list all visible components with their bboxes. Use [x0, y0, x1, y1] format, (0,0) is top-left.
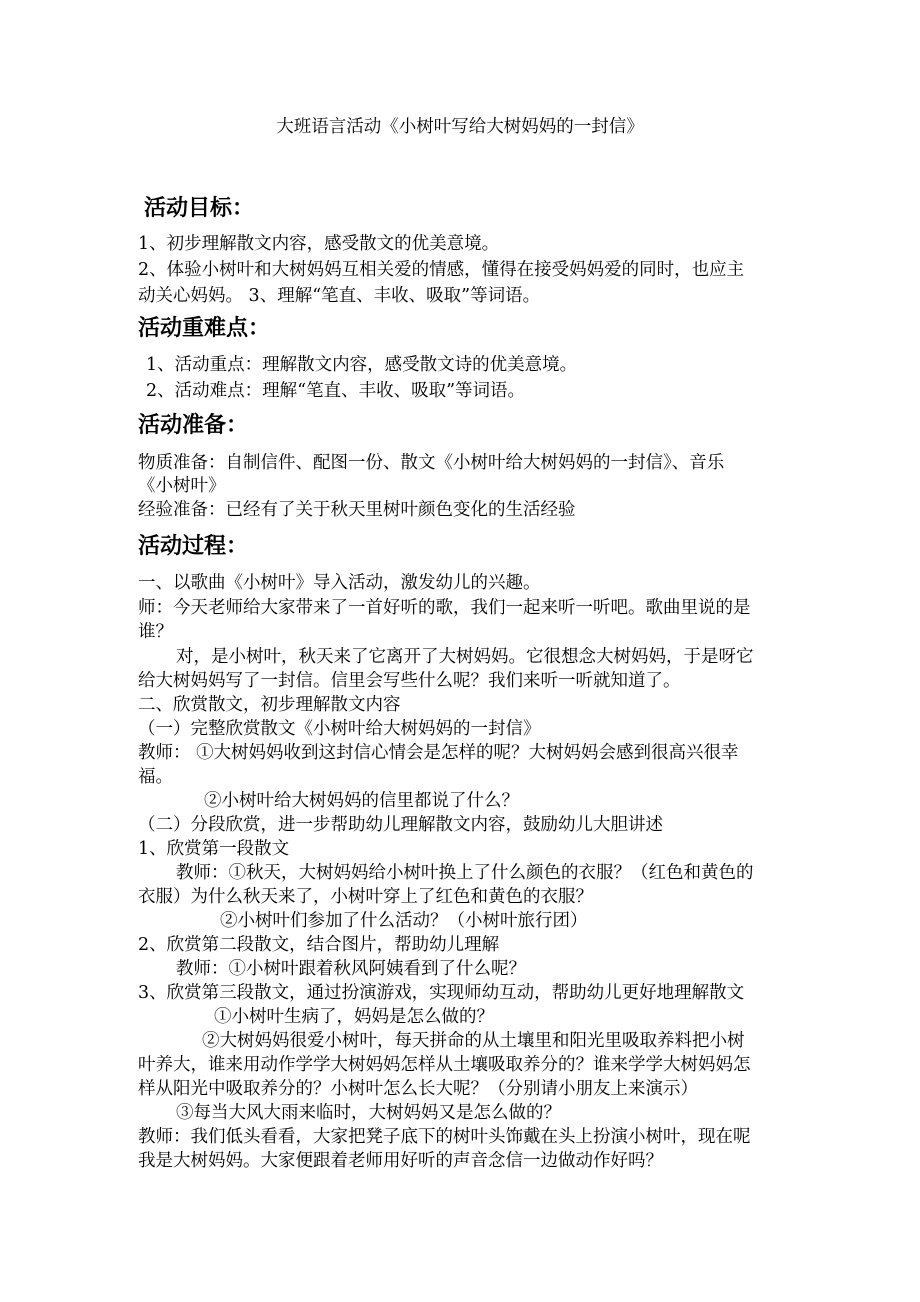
process-line: 教师：①秋天，大树妈妈给小树叶换上了什么颜色的衣服？（红色和黄色的: [176, 863, 754, 883]
process-line: 福。: [138, 767, 173, 787]
process-line: ②大树妈妈很爱小树叶，每天拼命的从土壤里和阳光里吸取养料把小树: [202, 1031, 745, 1051]
process-line: ①小树叶生病了，妈妈是怎么做的？: [214, 1007, 494, 1027]
process-line: ③每当大风大雨来临时，大树妈妈又是怎么做的？: [176, 1103, 561, 1123]
process-line: 3、欣赏第三段散文，通过扮演游戏，实现师幼互动，帮助幼儿更好地理解散文: [138, 983, 745, 1003]
key-points-line: 1、活动重点：理解散文内容，感受散文诗的优美意境。: [146, 355, 578, 375]
key-points-line: 2、活动难点：理解“笔直、丰收、吸取”等词语。: [146, 381, 526, 401]
process-line: （一）完整欣赏散文《小树叶给大树妈妈的一封信》: [138, 719, 541, 739]
process-line: 给大树妈妈写了一封信。信里会写些什么呢？我们来听一听就知道了。: [138, 671, 681, 691]
preparation-line: 经验准备：已经有了关于秋天里树叶颜色变化的生活经验: [138, 500, 576, 520]
process-line: 2、欣赏第二段散文，结合图片，帮助幼儿理解: [138, 935, 500, 955]
preparation-heading: 活动准备：: [138, 413, 249, 438]
goals-line: 1、初步理解散文内容，感受散文的优美意境。: [138, 234, 500, 254]
process-line: 衣服）为什么秋天来了，小树叶穿上了红色和黄色的衣服？: [138, 887, 593, 907]
goals-line: 2、体验小树叶和大树妈妈互相关爱的情感，懂得在接受妈妈爱的同时，也应主: [138, 260, 745, 280]
process-heading: 活动过程：: [138, 534, 249, 559]
key-points-heading: 活动重难点：: [138, 316, 271, 341]
process-line: 二、欣赏散文，初步理解散文内容: [138, 695, 401, 715]
process-line: 谁？: [138, 622, 173, 642]
process-line: 教师：①小树叶跟着秋风阿姨看到了什么呢？: [176, 959, 526, 979]
preparation-line: 《小树叶》: [138, 476, 226, 496]
process-line: 叶养大，谁来用动作学学大树妈妈怎样从土壤吸取养分的？谁来学学大树妈妈怎: [138, 1055, 751, 1075]
process-line: 对，是小树叶，秋天来了它离开了大树妈妈。它很想念大树妈妈，于是呀它: [176, 647, 754, 667]
preparation-line: 物质准备：自制信件、配图一份、散文《小树叶给大树妈妈的一封信》、音乐: [138, 453, 725, 473]
goals-line: 动关心妈妈。 3、理解“笔直、丰收、吸取”等词语。: [138, 286, 541, 306]
process-line: （二）分段欣赏，进一步帮助幼儿理解散文内容，鼓励幼儿大胆讲述: [138, 815, 663, 835]
process-line: 教师：我们低头看看，大家把凳子底下的树叶头饰戴在头上扮演小树叶，现在呢: [138, 1127, 751, 1147]
process-line: ②小树叶们参加了什么活动？（小树叶旅行团）: [220, 911, 588, 931]
process-line: 1、欣赏第一段散文: [138, 839, 290, 859]
process-line: ②小树叶给大树妈妈的信里都说了什么？: [204, 791, 519, 811]
process-line: 师：今天老师给大家带来了一首好听的歌，我们一起来听一听吧。歌曲里说的是: [138, 598, 751, 618]
process-line: 样从阳光中吸取养分的？小树叶怎么长大呢？（分别请小朋友上来演示）: [138, 1079, 698, 1099]
goals-heading: 活动目标：: [144, 196, 255, 221]
process-line: 我是大树妈妈。大家便跟着老师用好听的声音念信一边做动作好吗？: [138, 1151, 663, 1171]
process-line: 教师： ①大树妈妈收到这封信心情会是怎样的呢？大树妈妈会感到很高兴很幸: [138, 743, 739, 763]
process-line: 一、以歌曲《小树叶》导入活动，激发幼儿的兴趣。: [138, 573, 541, 593]
document-title: 大班语言活动《小树叶写给大树妈妈的一封信》: [276, 117, 644, 137]
